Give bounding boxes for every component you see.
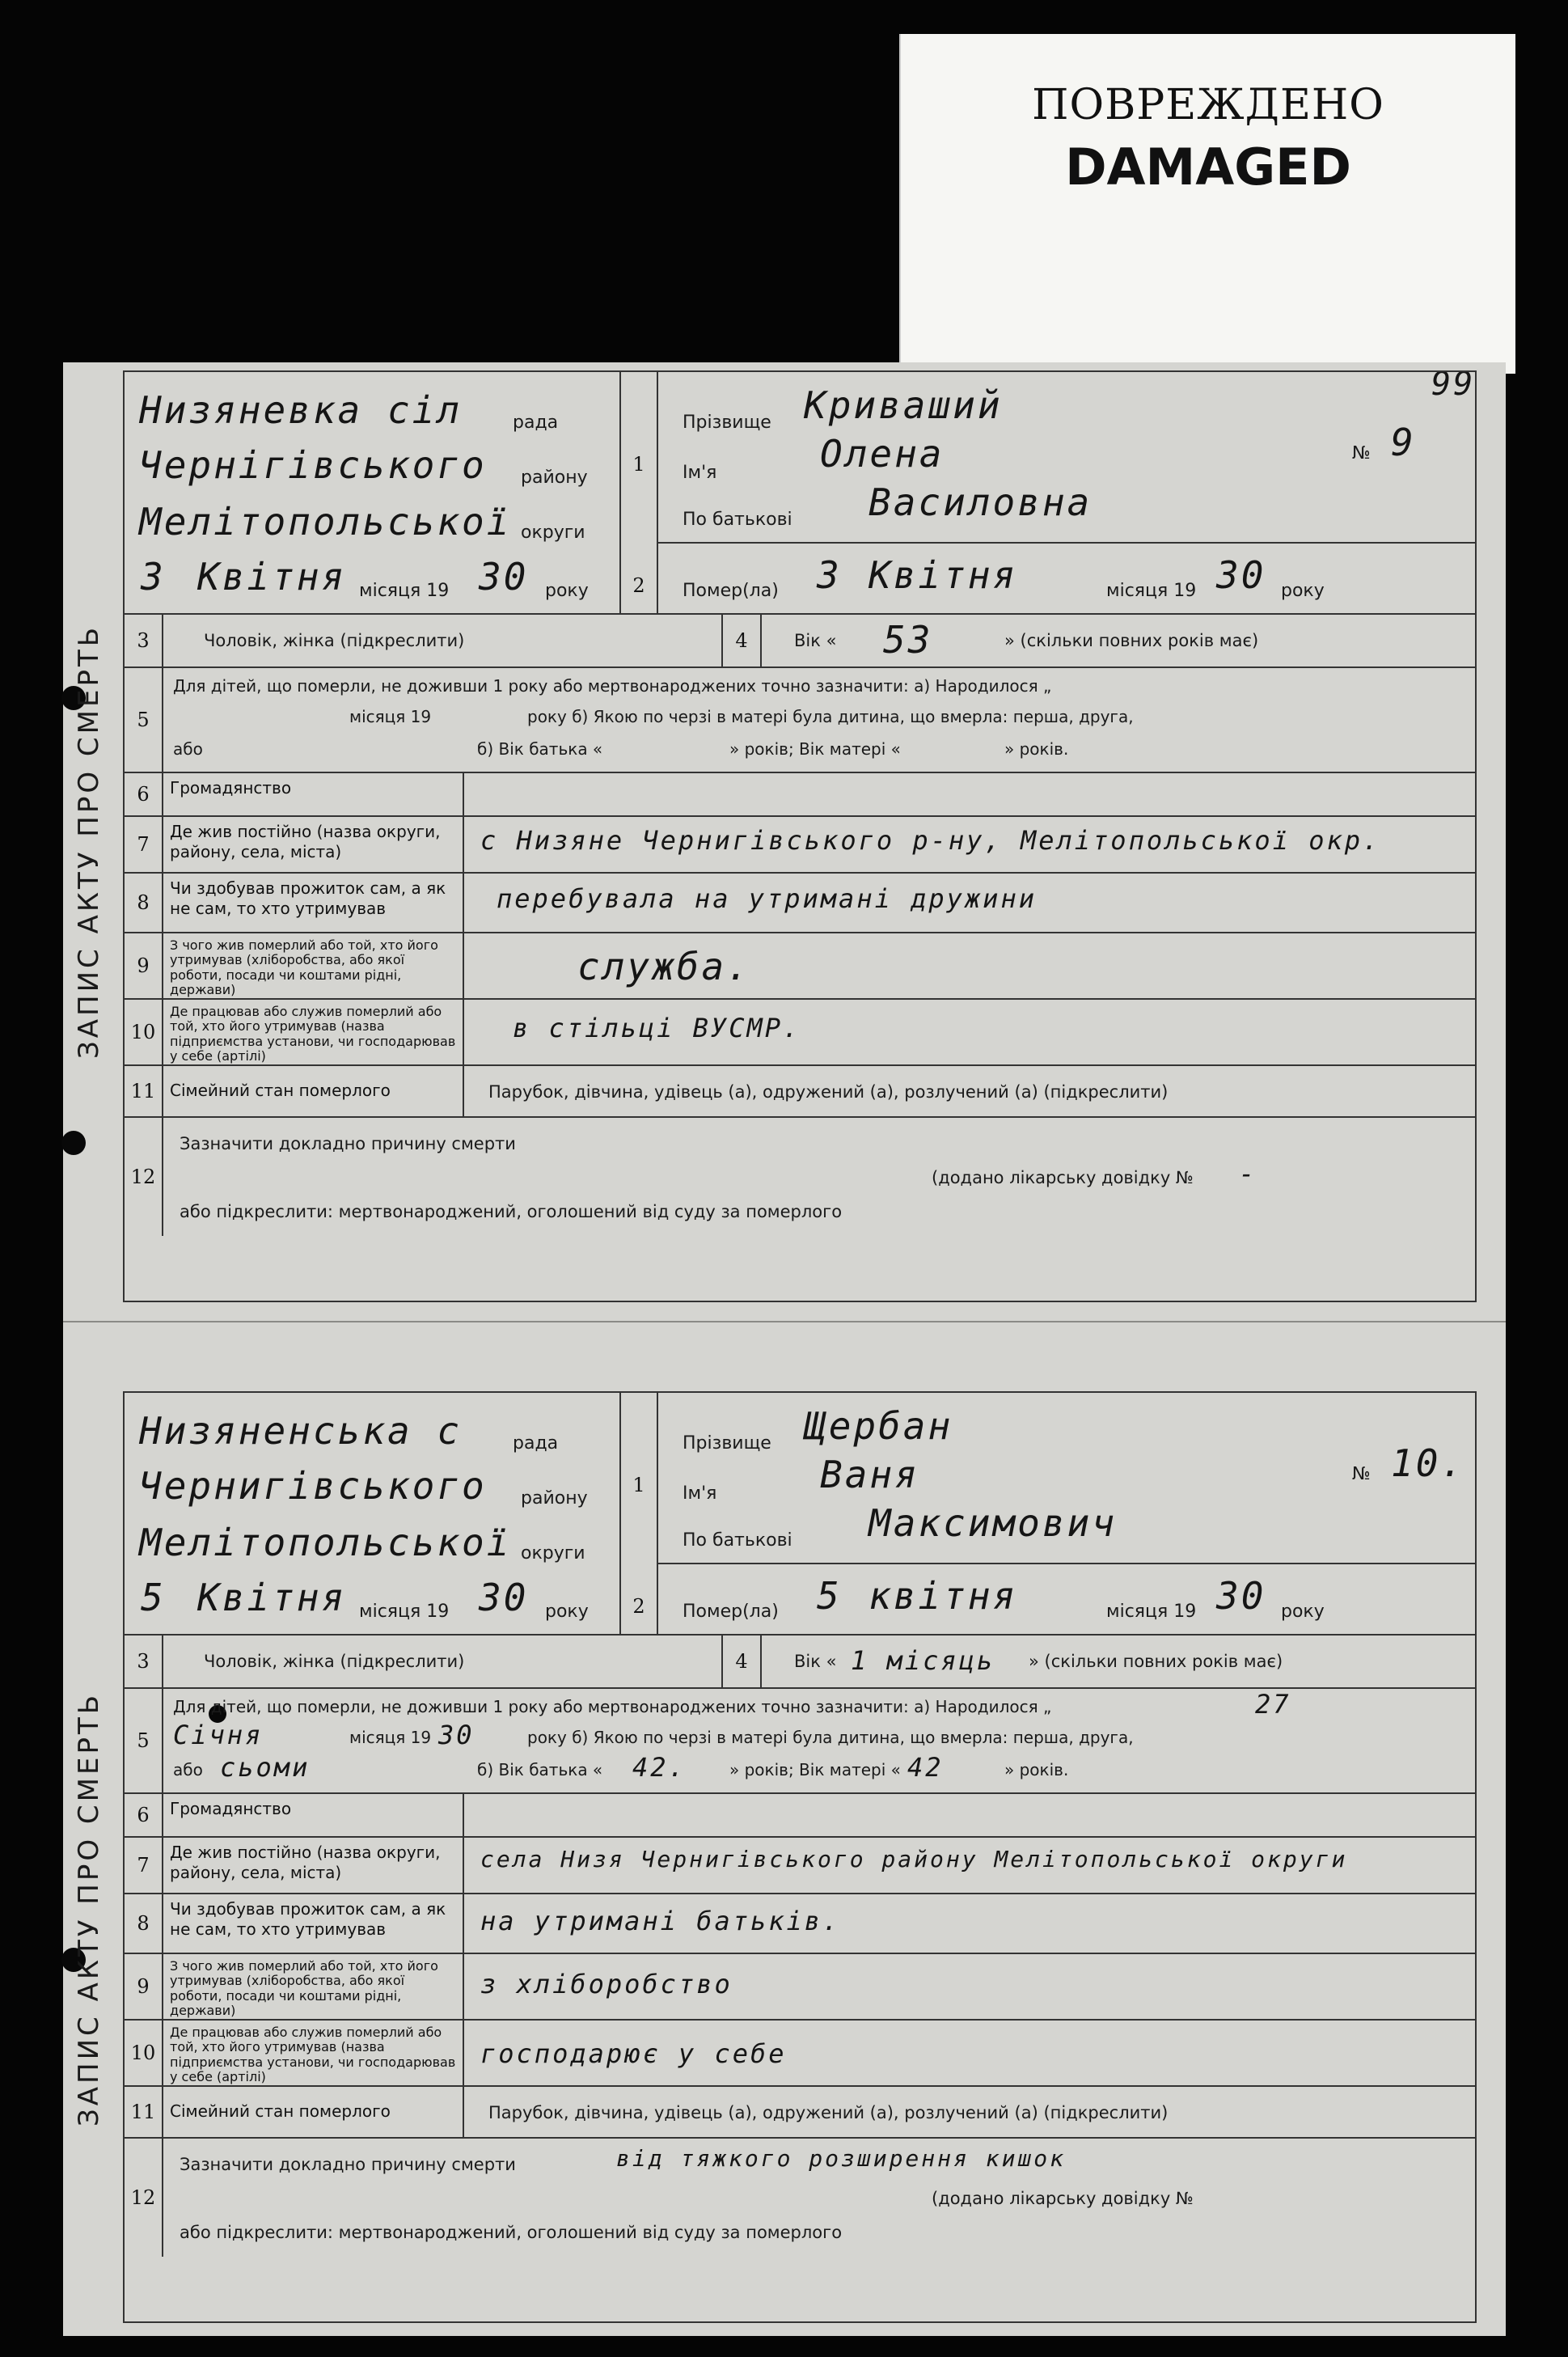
death-day: 5: [817, 1574, 842, 1618]
patronymic-value: Максимович: [869, 1501, 1117, 1545]
reg-year: 30: [479, 555, 529, 599]
rada-value: Низяненська с: [139, 1409, 463, 1453]
income-label: З чого жив померлий або той, хто його утримував (хліборобства, або якої роботи, посади чи коштами рідні, держави): [163, 1954, 464, 2019]
father-age: 42.: [632, 1752, 687, 1783]
work-value: в стільці ВУСМР.: [513, 1013, 801, 1043]
patronymic-label: По батькові: [683, 510, 792, 530]
death-year-label: року: [1281, 1602, 1325, 1622]
birth-date: 27: [1255, 1689, 1291, 1720]
name-label: Ім'я: [683, 463, 717, 483]
reg-day: 5: [141, 1576, 166, 1619]
reg-month-label: місяця 19: [359, 581, 450, 601]
age-label-post: » (скільки повних років має): [1029, 1652, 1283, 1671]
corner-number: 99: [1431, 366, 1476, 403]
number-value: 9: [1391, 421, 1416, 464]
stamp-russian: ПОВРЕЖДЕНО: [1032, 81, 1384, 129]
death-month: квітня: [869, 1574, 1018, 1618]
page-fold-line: [63, 1321, 1506, 1322]
family-status-label: Сімейний стан померлого: [163, 2087, 464, 2137]
livelihood-label: Чи здобував прожиток сам, а як не сам, то хто утримував: [163, 874, 464, 932]
death-year: 30: [1216, 553, 1266, 597]
sex-label: Чоловік, жінка (підкреслити): [204, 631, 465, 650]
patronymic-label: По батькові: [683, 1530, 792, 1551]
rayon-label: району: [521, 1488, 588, 1509]
child-info-line3a: або: [173, 739, 203, 759]
age-value: 53: [883, 618, 933, 662]
child-info-line3b: б) Вік батька «: [477, 739, 603, 759]
income-value: служба.: [577, 945, 751, 988]
surname-value: Щербан: [804, 1404, 953, 1448]
child-info-line2: місяця 19: [349, 1728, 432, 1747]
death-record-1: Низяневка сіл рада Чернігівського району Мелітопольської округи 3 Квітня місяця 19 30 року 1 2 Прізвище Криваший Ім'я Олена По батькові Василовна № 9 Помер(ла) 3 Квітня місяця 19 30 року 3 Чоловік, жінка (підкреслити) 4 Вік « 53 » (скільки повних років має) 5 Для дітей, що померли, не доживши 1 року або мертвонароджених точно зазначити: а) Народилося „ місяця 19 року б) Якою по черзі в матері була дитина, що вмерла: перша, друга, або б) Вік батька « » років; Вік матері « » років. 6 Громадянство 7 Де жив постійно (назва округи, району, села, міста) с Низяне Чернигівського р-ну, Мелітопольської окр. 8 Чи здобував прожиток сам, а як не сам, то хто утримував перебувала на утримані дружини 9 З чого жив померлий або той, хто його утримував (хліборобства, або якої роботи, посади чи коштами рідні, держави) служба. 10 Де працював або служив померлий або той, хто його утримував (назва підприємства установи, чи господарював у себе (артілі) в стільці ВУСМР. 11 Сімейний стан померлого Парубок, дівчина, удівець (а), одружений (а), розлучений (а) (підкреслити) 12 Зазначити докладно причину смерти (додано лікарську довідку № - або підкреслити: мертвонароджений, оголошений від суду за померлого: [123, 370, 1477, 1302]
death-month-label: місяця 19: [1106, 1602, 1197, 1622]
mother-age: 42: [907, 1752, 944, 1783]
birth-year: 30: [438, 1720, 475, 1750]
child-info-line3d: » років.: [1004, 739, 1069, 759]
family-status-options: Парубок, дівчина, удівець (а), одружений (а), розлучений (а) (підкреслити): [488, 1082, 1169, 1102]
reg-year-label: року: [545, 1602, 589, 1622]
reg-month: Квітня: [197, 555, 347, 599]
residence-value: села Низя Чернигівського району Мелітопольської округи: [480, 1846, 1348, 1872]
death-record-2: Низяненська с рада Чернигівського району Мелітопольської округи 5 Квітня місяця 19 30 року 1 2 Прізвище Щербан Ім'я Ваня По батькові Максимович № 10. Помер(ла) 5 квітня місяця 19 30 року 3 Чоловік, жінка (підкреслити) 4 Вік « 1 місяць » (скільки повних років має) 5 Для дітей, що померли, не доживши 1 року або мертвонароджених точно зазначити: а) Народилося „ 27 Січня місяця 19 30 року б) Якою по черзі в матері була дитина, що вмерла: перша, друга, або сьоми б) Вік батька « 42. » років; Вік матері « 42 » років. 6 Громадянство 7 Де жив постійно (назва округи, району, села, міста) села Низя Чернигівського району Мелітопольської округи 8 Чи здобував прожиток сам, а як не сам, то хто утримував на утримані батьків. 9 З чого жив померлий або той, хто його утримував (хліборобства, або якої роботи, посади чи коштами рідні, держави) з хліборобство 10 Де працював або служив померлий або той, хто його утримував (назва підприємства установи, чи господарював у себе (артілі) господарює у себе 11 Сімейний стан померлого Парубок, дівчина, удівець (а), одружений (а), розлучений (а) (підкреслити) 12 Зазначити докладно причину смерти від тяжкого розширення кишок (додано лікарську довідку № або підкреслити: мертвонароджений, оголошений від суду за померлого: [123, 1391, 1477, 2323]
family-status-options: Парубок, дівчина, удівець (а), одружений (а), розлучений (а) (підкреслити): [488, 2103, 1169, 2122]
side-title: ЗАПИС АКТУ ПРО СМЕРТЬ: [73, 1691, 105, 2126]
reg-month-label: місяця 19: [359, 1602, 450, 1622]
cause-value: від тяжкого розширення кишок: [616, 2145, 1067, 2172]
okruha-label: округи: [521, 523, 585, 543]
age-label-pre: Вік «: [794, 631, 837, 650]
birth-order: сьоми: [220, 1752, 311, 1783]
death-year: 30: [1216, 1574, 1266, 1618]
child-info-line2b: року б) Якою по черзі в матері була дитина, що вмерла: перша, друга,: [527, 707, 1134, 726]
died-label: Помер(ла): [683, 581, 779, 601]
child-info-line3c: » років; Вік матері «: [729, 739, 901, 759]
rayon-value: Чернигівського: [139, 1464, 487, 1508]
child-info-line2: місяця 19: [349, 707, 432, 726]
stamp-english: DAMAGED: [1065, 138, 1351, 197]
surname-label: Прізвище: [683, 1433, 771, 1454]
rayon-label: району: [521, 468, 588, 488]
citizenship-label: Громадянство: [163, 773, 464, 815]
rada-label: рада: [513, 1433, 559, 1454]
livelihood-value: перебувала на утримані дружини: [497, 883, 1037, 914]
reg-day: 3: [141, 555, 166, 599]
rada-label: рада: [513, 413, 559, 433]
death-month: Квітня: [869, 553, 1018, 597]
certificate-label: (додано лікарську довідку №: [932, 1168, 1194, 1187]
child-info-line3d: » років.: [1004, 1760, 1069, 1779]
residence-value: с Низяне Чернигівського р-ну, Мелітопольської окр.: [480, 825, 1381, 856]
birth-month: Січня: [173, 1720, 264, 1750]
child-info-line3a: або: [173, 1760, 203, 1779]
reg-year-label: року: [545, 581, 589, 601]
income-label: З чого жив померлий або той, хто його утримував (хліборобства, або якої роботи, посади чи коштами рідні, держави): [163, 933, 464, 998]
archive-stamp: [899, 34, 1515, 374]
work-label: Де працював або служив померлий або той, хто його утримував (назва підприємства установи, чи господарював у себе (артілі): [163, 1000, 464, 1064]
death-year-label: року: [1281, 581, 1325, 601]
certificate-label: (додано лікарську довідку №: [932, 2189, 1194, 2208]
livelihood-value: на утримані батьків.: [480, 1906, 841, 1936]
family-status-label: Сімейний стан померлого: [163, 1066, 464, 1116]
cause-label: Зазначити докладно причину смерти: [180, 1134, 516, 1153]
child-info-line1: Для дітей, що померли, не доживши 1 року або мертвонароджених точно зазначити: а) Народилося „: [173, 1697, 1052, 1716]
name-value: Ваня: [820, 1453, 919, 1496]
work-value: господарює у себе: [480, 2038, 787, 2069]
reg-month: Квітня: [197, 1576, 347, 1619]
citizenship-label: Громадянство: [163, 1794, 464, 1836]
child-info-line3c: » років; Вік матері «: [729, 1760, 901, 1779]
child-info-line2b: року б) Якою по черзі в матері була дитина, що вмерла: перша, друга,: [527, 1728, 1134, 1747]
reg-year: 30: [479, 1576, 529, 1619]
death-day: 3: [817, 553, 842, 597]
stillborn-note: або підкреслити: мертвонароджений, оголошений від суду за померлого: [180, 2223, 843, 2242]
income-value: з хліборобство: [480, 1969, 733, 1999]
surname-label: Прізвище: [683, 413, 771, 433]
patronymic-value: Василовна: [869, 480, 1093, 524]
name-label: Ім'я: [683, 1483, 717, 1504]
sex-label: Чоловік, жінка (підкреслити): [204, 1652, 465, 1671]
work-label: Де працював або служив померлий або той, хто його утримував (назва підприємства установи, чи господарював у себе (артілі): [163, 2021, 464, 2085]
name-value: Олена: [820, 432, 945, 476]
okruha-value: Мелітопольської: [139, 500, 512, 544]
okruha-value: Мелітопольської: [139, 1521, 512, 1564]
certificate-value: -: [1239, 1158, 1257, 1189]
cause-label: Зазначити докладно причину смерти: [180, 2155, 516, 2174]
rada-value: Низяневка сіл: [139, 388, 463, 432]
okruha-label: округи: [521, 1543, 585, 1564]
stillborn-note: або підкреслити: мертвонароджений, оголошений від суду за померлого: [180, 1202, 843, 1221]
child-info-line3b: б) Вік батька «: [477, 1760, 603, 1779]
age-value: 1 місяць: [851, 1645, 995, 1676]
residence-label: Де жив постійно (назва округи, району, села, міста): [163, 817, 464, 872]
number-label: №: [1352, 1464, 1371, 1484]
number-label: №: [1352, 443, 1371, 463]
child-info-line1: Для дітей, що померли, не доживши 1 року або мертвонароджених точно зазначити: а) Народилося „: [173, 676, 1052, 696]
livelihood-label: Чи здобував прожиток сам, а як не сам, то хто утримував: [163, 1894, 464, 1953]
death-month-label: місяця 19: [1106, 581, 1197, 601]
number-value: 10.: [1391, 1441, 1466, 1485]
died-label: Помер(ла): [683, 1602, 779, 1622]
surname-value: Криваший: [804, 383, 1003, 427]
age-label-post: » (скільки повних років має): [1004, 631, 1259, 650]
residence-label: Де жив постійно (назва округи, району, села, міста): [163, 1838, 464, 1893]
age-label-pre: Вік «: [794, 1652, 837, 1671]
rayon-value: Чернігівського: [139, 443, 487, 487]
side-title: ЗАПИС АКТУ ПРО СМЕРТЬ: [73, 624, 105, 1059]
